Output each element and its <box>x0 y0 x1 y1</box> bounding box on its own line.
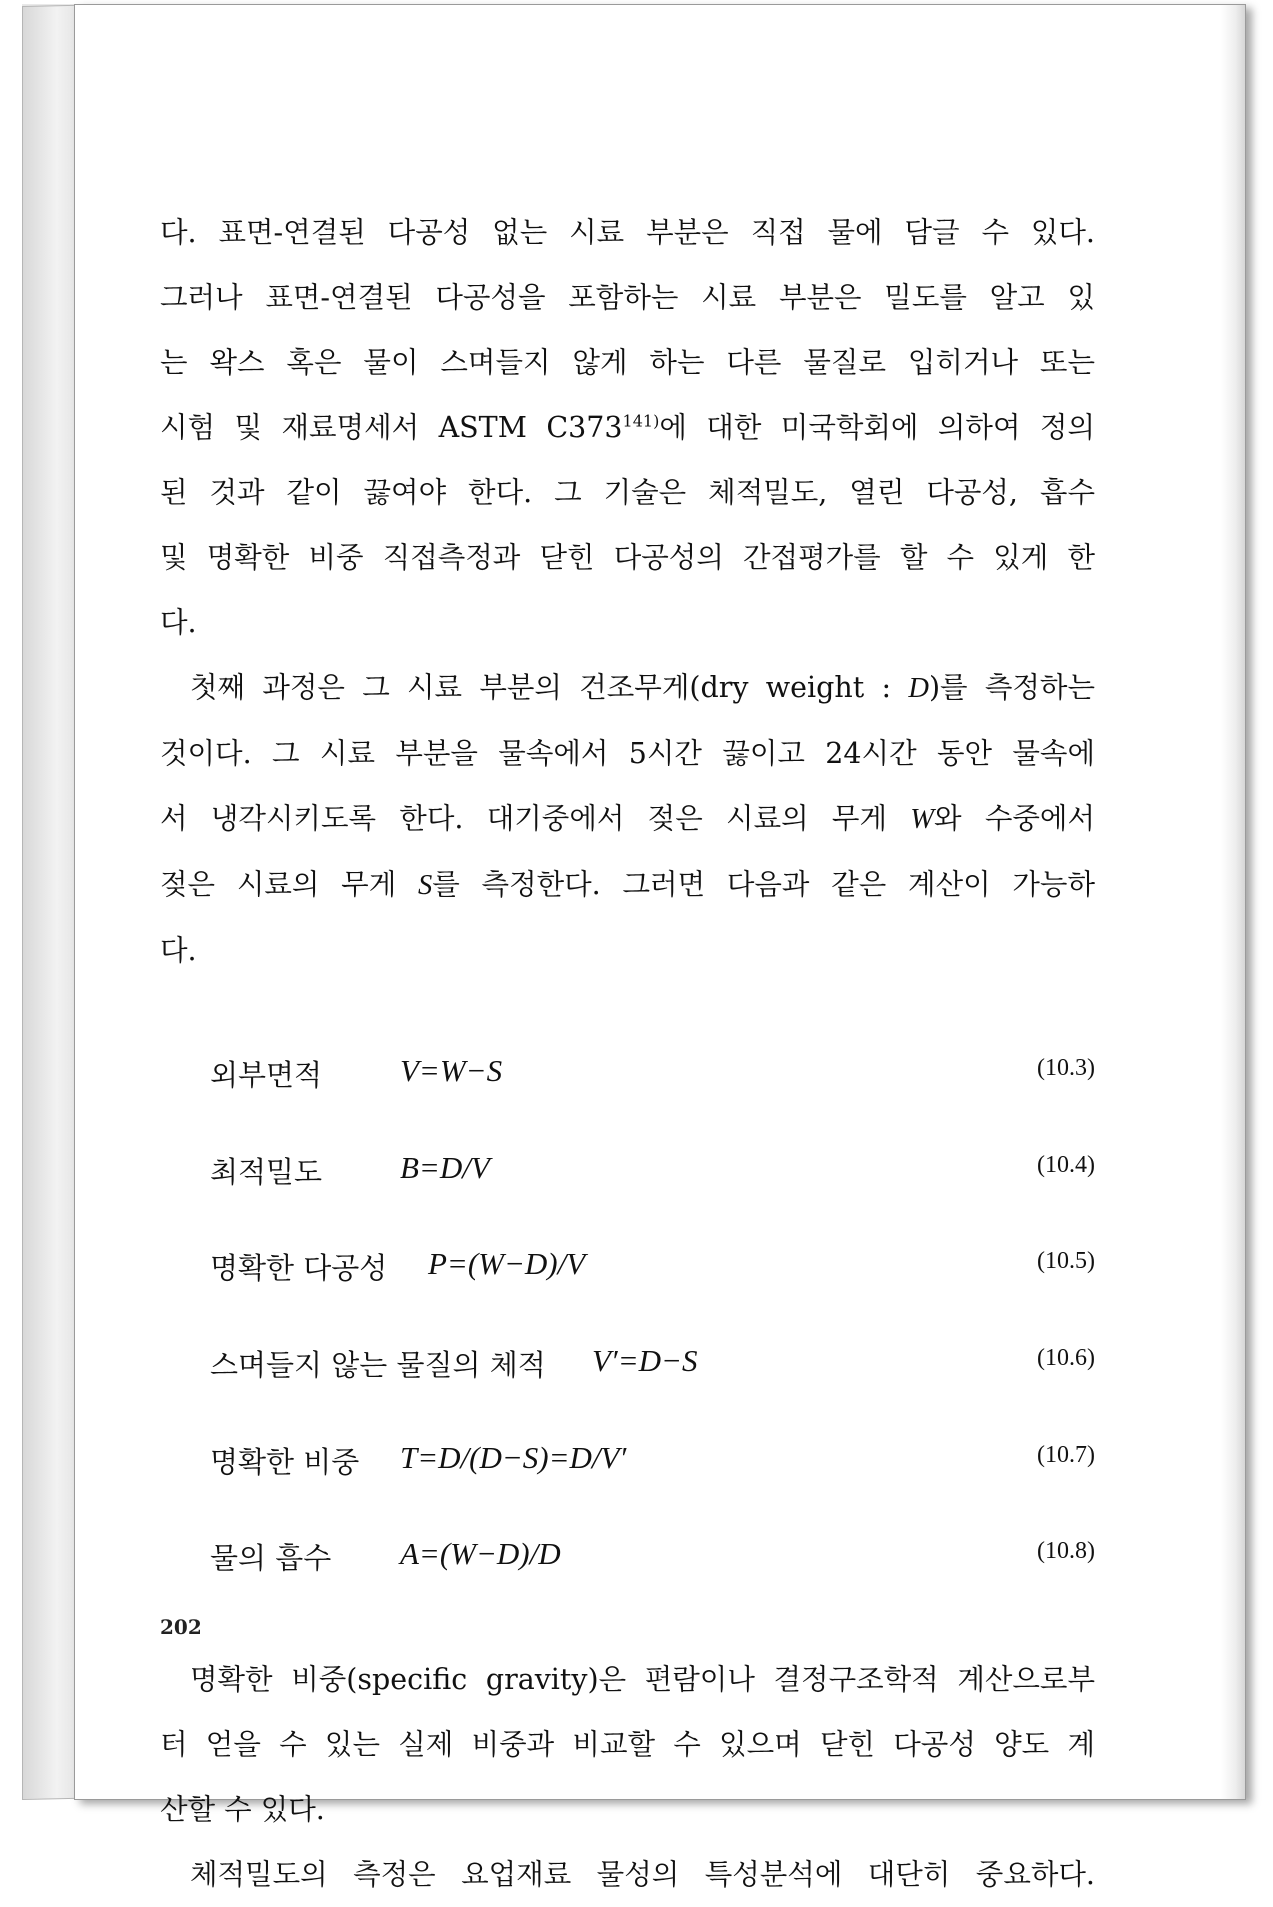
equation-label: 명확한 비중 <box>210 1445 360 1479</box>
text-line: 터 얻을 수 있는 실제 비중과 비교할 수 있으며 닫힌 다공성 양도 계 <box>160 1728 1095 1761</box>
equation-number: (10.3) <box>1037 1055 1095 1081</box>
equation-number: (10.5) <box>1037 1248 1095 1274</box>
text-segment: 를 측정한다. 그러면 다음과 같은 계산이 가능하 <box>432 868 1095 901</box>
text-line: 된 것과 같이 끓여야 한다. 그 기술은 체적밀도, 열린 다공성, 흡수 <box>160 476 1095 509</box>
equation-number: (10.8) <box>1037 1538 1095 1564</box>
equation-formula: P=(W−D)/V <box>428 1246 586 1281</box>
text-line <box>160 395 1095 460</box>
equation-label: 물의 흡수 <box>210 1541 332 1575</box>
text-line: 는 왁스 혹은 물이 스며들지 않게 하는 다른 물질로 입히거나 또는 <box>160 346 1095 379</box>
paragraph-1 <box>160 200 1095 655</box>
text-line: 명확한 비중(specific gravity)은 편람이나 결정구조학적 계산으로부 <box>190 1663 1095 1696</box>
equation-label: 명확한 다공성 <box>210 1251 388 1285</box>
text-line: 다. <box>160 606 197 639</box>
text-line: 및 명확한 비중 직접측정과 닫힌 다공성의 간접평가를 할 수 있게 한 <box>160 541 1095 574</box>
equation-formula: A=(W−D)/D <box>400 1536 561 1571</box>
equation-10-8 <box>210 1536 1095 1576</box>
page-content <box>160 200 1095 1907</box>
text-segment: )를 측정하는 <box>928 671 1095 704</box>
paragraph-3 <box>160 1647 1095 1842</box>
equation-10-5 <box>210 1246 1095 1286</box>
text-line <box>160 655 1095 721</box>
page-curl-shadow <box>1221 5 1245 1799</box>
variable: S <box>418 870 433 901</box>
equation-10-3 <box>210 1053 1095 1093</box>
text-line: 체적밀도의 측정은 요업재료 물성의 특성분석에 대단히 중요하다. <box>190 1858 1095 1891</box>
book-spine <box>22 5 80 1800</box>
equation-number: (10.6) <box>1037 1345 1095 1371</box>
text-line: 그러나 표면-연결된 다공성을 포함하는 시료 부분은 밀도를 알고 있 <box>160 281 1095 314</box>
text-segment: 젖은 시료의 무게 <box>160 868 419 901</box>
equation-10-4 <box>210 1150 1095 1190</box>
page-number: 202 <box>160 1615 202 1639</box>
text-segment: 시험 및 재료명세서 ASTM C373 <box>160 411 623 444</box>
text-line: 다. <box>160 934 197 967</box>
equation-10-7 <box>210 1440 1095 1480</box>
equation-formula: T=D/(D−S)=D/V′ <box>400 1440 627 1475</box>
text-segment: 서 냉각시키도록 한다. 대기중에서 젖은 시료의 무게 <box>160 802 911 835</box>
equation-formula: V′=D−S <box>592 1343 698 1378</box>
text-segment: 와 수중에서 <box>934 802 1095 835</box>
equation-label: 스며들지 않는 물질의 체적 <box>210 1348 546 1382</box>
equation-formula: B=D/V <box>400 1150 490 1185</box>
text-line <box>160 786 1095 852</box>
equation-number: (10.4) <box>1037 1152 1095 1178</box>
variable: W <box>910 804 935 835</box>
equation-label: 외부면적 <box>210 1058 323 1092</box>
text-segment: 에 대한 미국학회에 의하여 정의 <box>659 411 1095 444</box>
footnote-reference: 141) <box>622 411 660 431</box>
equation-label: 최적밀도 <box>210 1155 323 1189</box>
paragraph-4 <box>160 1842 1095 1907</box>
text-line <box>160 852 1095 918</box>
text-line: 산할 수 있다. <box>160 1793 325 1826</box>
text-line: 것이다. 그 시료 부분을 물속에서 5시간 끓이고 24시간 동안 물속에 <box>160 737 1095 770</box>
text-segment: 첫째 과정은 그 시료 부분의 건조무게(dry weight : <box>190 671 909 704</box>
equation-formula: V=W−S <box>400 1053 503 1088</box>
text-line: 다. 표면-연결된 다공성 없는 시료 부분은 직접 물에 담글 수 있다. <box>160 216 1095 249</box>
equation-10-6 <box>210 1343 1095 1383</box>
equation-number: (10.7) <box>1037 1442 1095 1468</box>
equation-list <box>160 1023 1095 1643</box>
variable: D <box>908 673 929 704</box>
paragraph-2 <box>160 655 1095 983</box>
